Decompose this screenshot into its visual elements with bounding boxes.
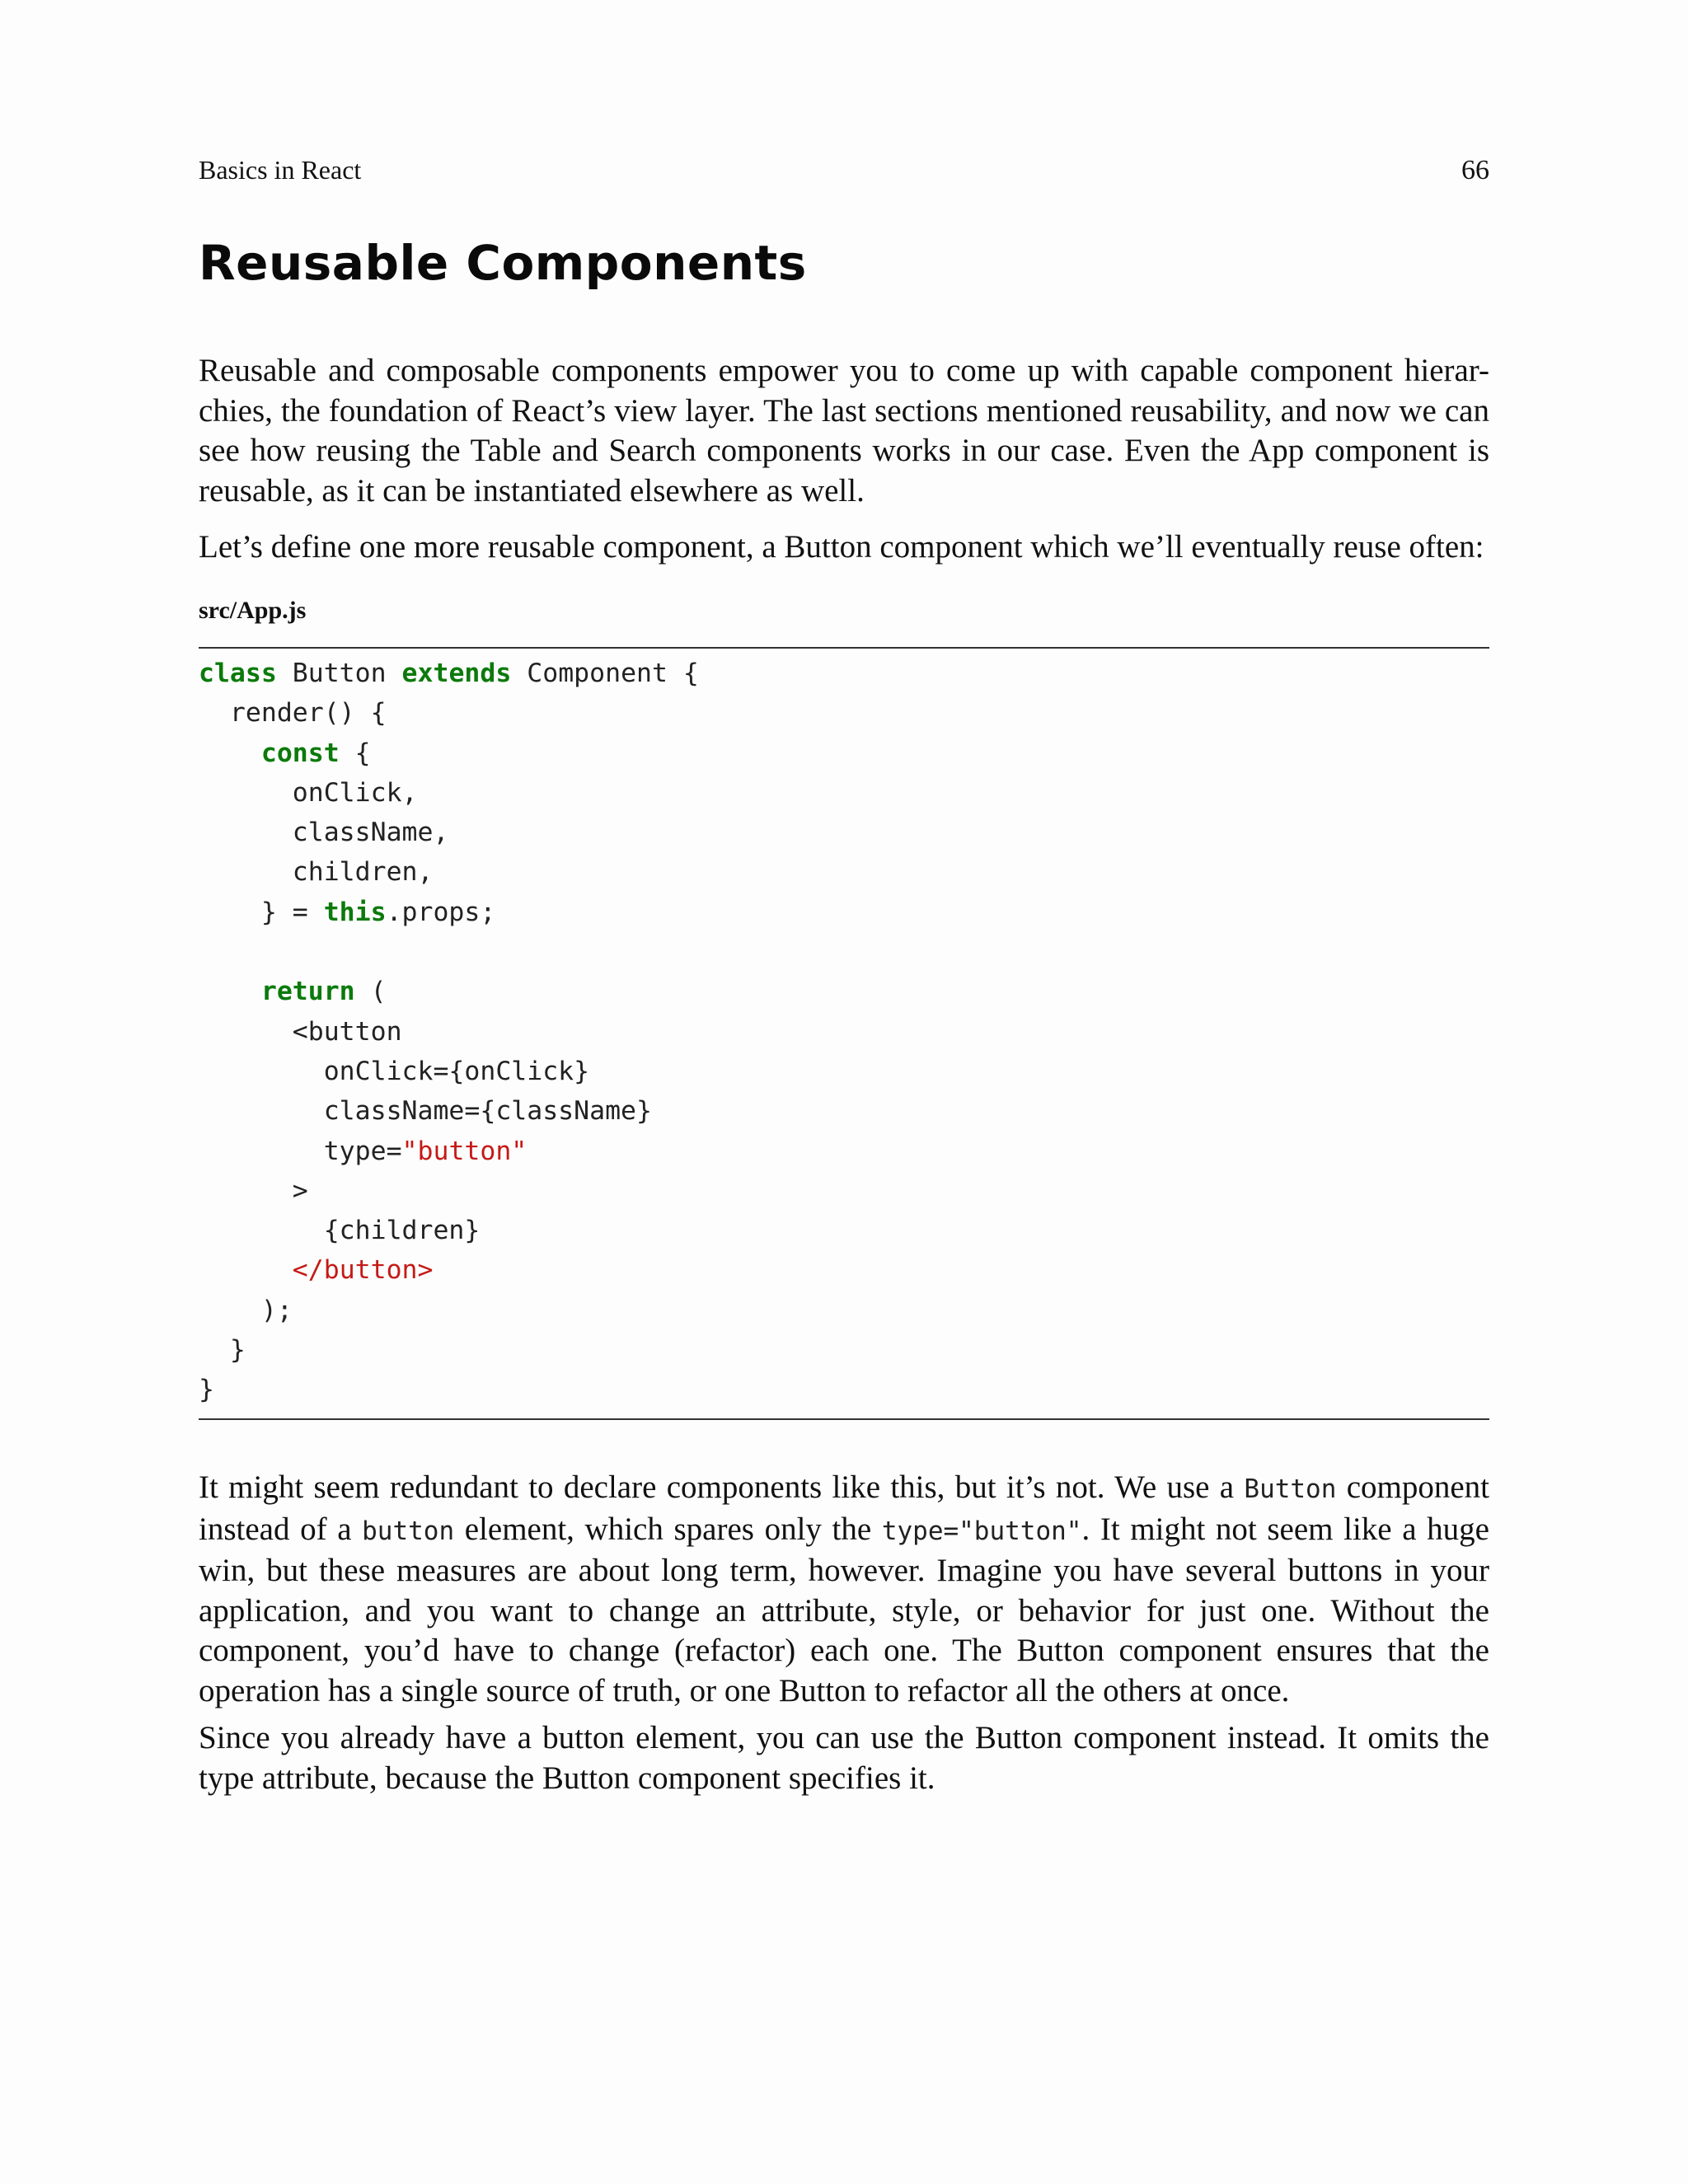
- code-block: [199, 647, 1489, 1420]
- code-token: onClick={onClick}: [199, 1056, 590, 1086]
- code-token: type=: [199, 1136, 402, 1166]
- code-line: [199, 654, 1489, 693]
- text-run: component instead of a: [199, 1469, 1490, 1547]
- code-token: className,: [199, 818, 449, 848]
- code-token-str: "button": [401, 1136, 528, 1166]
- code-token: [199, 738, 261, 768]
- text-run: . It might not seem like a huge win, but these measures are about long term, however. Imagine you have several buttons in your application, and you want to change an attribute, style, or behavior for just one. Without the component, you’d have to change (refactor) each one. The Button component ensures that the operation has a single source of truth, or one Button to refactor all the others at once.: [199, 1511, 1489, 1708]
- code-token: <button: [199, 1016, 402, 1047]
- code-token: className={className}: [199, 1096, 652, 1127]
- paragraph-intro: Reusable and composable components empower you to come up with capable component hierar-chies, the foundation of React’s view layer. The last sections mentioned reusability, and now we can see how reusing the Table and Search components works in our case. Even the App component is reusable, as it can be instantiated elsewhere as well.: [199, 353, 1489, 509]
- code-token-kw: const: [260, 738, 340, 768]
- code-token: Component {: [511, 658, 699, 688]
- code-line: [199, 1291, 1489, 1330]
- code-filename: src/App.js: [199, 597, 307, 624]
- code-line: [199, 1132, 1489, 1171]
- code-token-kw: this: [323, 897, 387, 927]
- code-token: [199, 977, 261, 1006]
- text-run: It might seem redundant to declare components like this, but it’s not. We use a: [199, 1469, 1245, 1505]
- code-line: [199, 972, 1489, 1011]
- code-token-kw: return: [260, 977, 355, 1007]
- code-line: [199, 693, 1489, 733]
- code-line: [199, 893, 1489, 932]
- code-token: }: [199, 1375, 214, 1405]
- code-line: [199, 852, 1489, 892]
- code-token: );: [199, 1295, 293, 1325]
- code-token: render() {: [199, 698, 387, 729]
- code-token: >: [199, 1175, 308, 1206]
- running-header: [199, 155, 1489, 186]
- page-number: 66: [1461, 155, 1489, 185]
- code-line: [199, 733, 1489, 773]
- inline-code: type="button": [881, 1516, 1082, 1546]
- code-line: [199, 773, 1489, 813]
- inline-code: Button: [1244, 1474, 1337, 1504]
- code-token: [199, 1255, 293, 1285]
- paragraph-explanation: [199, 1468, 1489, 1711]
- code-line: [199, 1091, 1489, 1131]
- code-token-tag: </button>: [292, 1255, 434, 1286]
- code-line: [199, 1250, 1489, 1290]
- code-line: [199, 1171, 1489, 1211]
- code-token: (: [354, 977, 387, 1007]
- inline-code: button: [362, 1516, 455, 1546]
- code-line: [199, 1211, 1489, 1250]
- code-line: [199, 1370, 1489, 1409]
- code-line: [199, 1012, 1489, 1052]
- code-line: [199, 1330, 1489, 1370]
- code-token: .props;: [386, 897, 496, 927]
- code-token: children,: [199, 857, 434, 888]
- paragraph-use-button: Since you already have a button element, you can use the Button component instead. It omits the type attribute, because the Button component specifies it.: [199, 1720, 1489, 1796]
- code-line: [199, 932, 1489, 972]
- code-listing: [199, 654, 1489, 1410]
- code-token: {children}: [199, 1216, 481, 1246]
- code-token-kw: class: [199, 658, 277, 688]
- code-token-kw: extends: [401, 658, 512, 688]
- paragraph-define-button: Let’s define one more reusable component, a Button component which we’ll eventually reuse often:: [199, 529, 1484, 565]
- section-title: Reusable Components: [199, 235, 807, 291]
- code-token: onClick,: [199, 777, 418, 808]
- code-token: } =: [199, 897, 324, 927]
- code-token: {: [339, 738, 371, 768]
- code-token: Button: [276, 658, 402, 688]
- chapter-title: Basics in React: [199, 155, 362, 185]
- code-token: }: [199, 1335, 246, 1366]
- text-run: element, which spares only the: [454, 1511, 882, 1547]
- code-line: [199, 813, 1489, 852]
- code-line: [199, 1052, 1489, 1091]
